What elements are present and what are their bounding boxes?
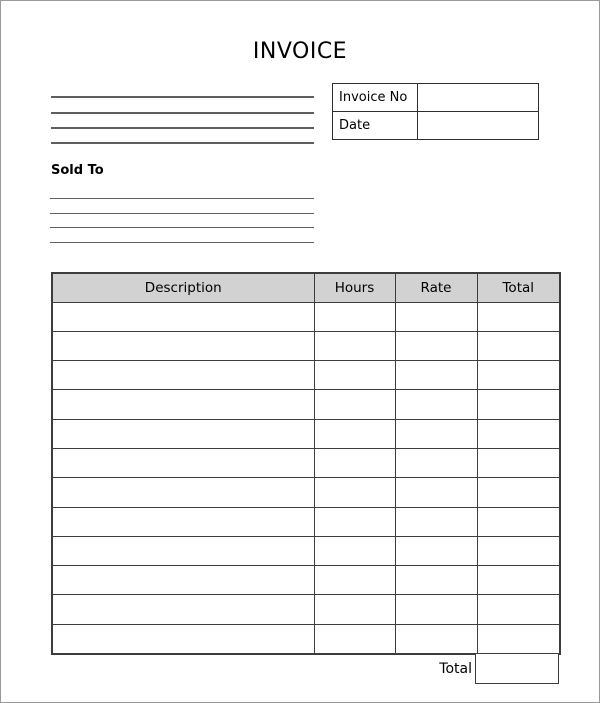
line-item-cell[interactable] [52,595,314,624]
line-item-cell[interactable] [314,536,395,565]
line-item-cell[interactable] [314,595,395,624]
sold-to-label: Sold To [51,163,104,178]
line-items-table [51,272,561,655]
line-item-cell[interactable] [477,624,560,653]
column-header-hours: Hours [314,273,395,302]
line-items-header-row [52,273,560,302]
line-item-cell[interactable] [52,419,314,448]
table-row [52,390,560,419]
grand-total-label: Total [439,661,472,677]
invoice-title: INVOICE [252,39,348,64]
invoice-meta-table [332,83,539,140]
table-row [52,536,560,565]
line-item-cell[interactable] [477,507,560,536]
line-item-cell[interactable] [52,302,314,331]
from-address-line[interactable] [51,127,314,129]
line-item-cell[interactable] [477,478,560,507]
table-row [52,478,560,507]
line-item-cell[interactable] [477,595,560,624]
column-header-description: Description [52,273,314,302]
line-item-cell[interactable] [314,390,395,419]
table-row [52,361,560,390]
line-item-cell[interactable] [314,361,395,390]
line-item-cell[interactable] [477,361,560,390]
line-items-body [52,302,560,654]
date-label: Date [333,112,418,140]
table-row [52,595,560,624]
line-item-cell[interactable] [477,331,560,360]
line-item-cell[interactable] [314,624,395,653]
from-address-line[interactable] [51,96,314,98]
date-row [333,112,539,140]
grand-total-value-box[interactable] [475,653,559,684]
invoice-no-value[interactable] [418,84,539,112]
from-address-line[interactable] [51,142,314,144]
line-item-cell[interactable] [395,624,477,653]
sold-to-address-line[interactable] [50,227,314,228]
column-header-total: Total [477,273,560,302]
line-item-cell[interactable] [52,361,314,390]
line-item-cell[interactable] [314,478,395,507]
line-item-cell[interactable] [314,302,395,331]
line-item-cell[interactable] [395,331,477,360]
line-item-cell[interactable] [314,507,395,536]
line-item-cell[interactable] [52,566,314,595]
table-row [52,566,560,595]
line-item-cell[interactable] [52,448,314,477]
line-item-cell[interactable] [314,566,395,595]
line-item-cell[interactable] [477,448,560,477]
date-value[interactable] [418,112,539,140]
table-row [52,302,560,331]
invoice-no-row [333,84,539,112]
table-row [52,419,560,448]
line-item-cell[interactable] [395,595,477,624]
line-item-cell[interactable] [52,624,314,653]
line-item-cell[interactable] [477,302,560,331]
line-item-cell[interactable] [314,448,395,477]
line-item-cell[interactable] [52,390,314,419]
column-header-rate: Rate [395,273,477,302]
table-row [52,331,560,360]
line-item-cell[interactable] [395,302,477,331]
line-item-cell[interactable] [52,478,314,507]
line-item-cell[interactable] [395,507,477,536]
line-item-cell[interactable] [52,331,314,360]
line-item-cell[interactable] [52,536,314,565]
invoice-no-label: Invoice No [333,84,418,112]
sold-to-address-line[interactable] [50,198,314,199]
table-row [52,624,560,653]
sold-to-address-line[interactable] [50,213,314,214]
sold-to-address-line[interactable] [50,242,314,243]
table-row [52,507,560,536]
line-item-cell[interactable] [477,566,560,595]
table-row [52,448,560,477]
line-item-cell[interactable] [52,507,314,536]
line-item-cell[interactable] [395,390,477,419]
line-item-cell[interactable] [395,536,477,565]
line-item-cell[interactable] [395,419,477,448]
line-item-cell[interactable] [314,331,395,360]
line-item-cell[interactable] [314,419,395,448]
from-address-line[interactable] [51,112,314,114]
line-item-cell[interactable] [477,419,560,448]
line-item-cell[interactable] [477,390,560,419]
line-item-cell[interactable] [395,361,477,390]
line-item-cell[interactable] [477,536,560,565]
line-item-cell[interactable] [395,566,477,595]
line-item-cell[interactable] [395,448,477,477]
line-item-cell[interactable] [395,478,477,507]
